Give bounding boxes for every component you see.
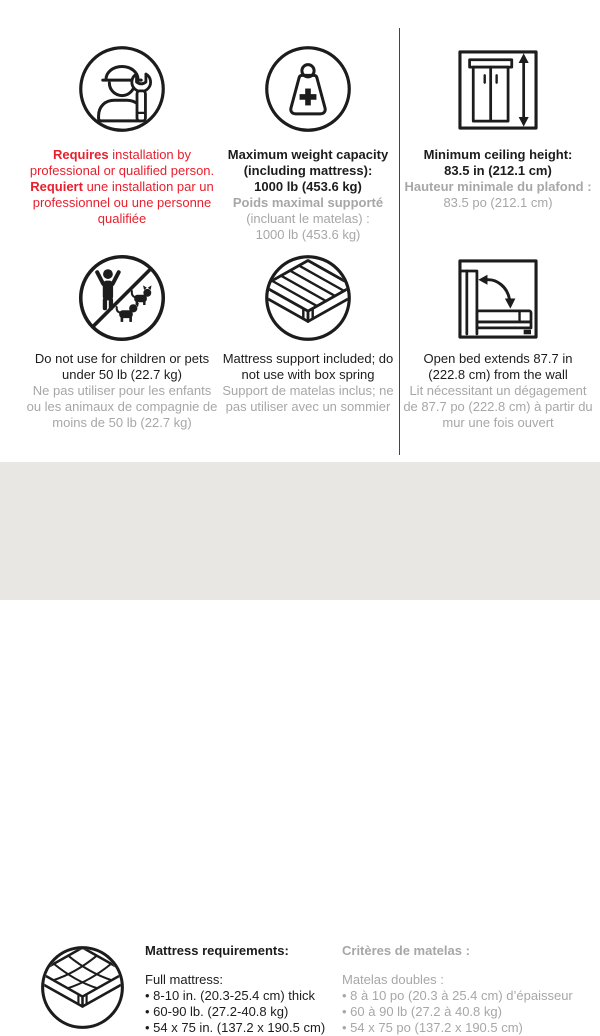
openbed-en-line1: Open bed extends 87.7 in: [423, 351, 573, 366]
children-fr-line3: moins de 50 lb (22.7 kg): [52, 415, 192, 430]
installation-fr-line1: Requiert une installation par un: [30, 179, 214, 194]
section-installation: [18, 44, 226, 227]
weight-en-line3: 1000 lb (453.6 kg): [254, 179, 362, 194]
open-bed-icon: [454, 255, 542, 343]
installation-en-line2: professional or qualified person.: [29, 163, 215, 178]
section-open-bed: [398, 255, 598, 431]
support-en-line2: not use with box spring: [241, 367, 375, 382]
list-item: • 54 x 75 po (137.2 x 190.5 cm): [342, 1020, 573, 1036]
ceiling-fr-line2: 83.5 po (212.1 cm): [443, 195, 553, 210]
list-item: • 54 x 75 in. (137.2 x 190.5 cm): [145, 1020, 325, 1036]
children-fr-line1: Ne pas utiliser pour les enfants: [32, 383, 212, 398]
support-fr-line1: Support de matelas inclus; ne: [222, 383, 394, 398]
installation-fr-line2: professionnel ou une personne: [32, 195, 212, 210]
mattress-requirements-en: [145, 943, 325, 1036]
mattress-requirements-en-header: Mattress requirements:: [145, 943, 289, 958]
list-item: • 60 à 90 lb (27.2 à 40.8 kg): [342, 1004, 573, 1020]
ceiling-height-icon: [454, 46, 542, 134]
weight-fr-line2: (incluant le matelas) :: [246, 211, 370, 226]
weight-fr-line1: Poids maximal supporté: [232, 195, 384, 210]
installation-en-line1: Requires installation by: [52, 147, 192, 162]
openbed-fr-line3: mur une fois ouvert: [442, 415, 554, 430]
children-fr-line2: ou les animaux de compagnie de: [26, 399, 218, 414]
openbed-en-line2: (222.8 cm) from the wall: [428, 367, 568, 382]
worker-wrench-icon: [77, 44, 167, 134]
no-children-pets-icon: [77, 253, 167, 343]
weight-en-line2: (including mattress):: [243, 163, 373, 178]
ceiling-en-line1: Minimum ceiling height:: [423, 147, 573, 162]
section-mattress-support: [202, 253, 414, 415]
tufted-mattress-icon: [39, 944, 126, 1031]
mattress-requirements-panel: [0, 462, 600, 1035]
installation-fr-line3: qualifiée: [97, 211, 147, 226]
section-no-children-pets: [18, 253, 226, 431]
weight-en-line1: Maximum weight capacity: [227, 147, 389, 162]
openbed-fr-line1: Lit nécessitant un dégagement: [409, 383, 587, 398]
slat-support-icon: [263, 253, 353, 343]
ceiling-fr-line1: Hauteur minimale du plafond :: [404, 179, 592, 194]
weight-capacity-icon: [263, 44, 353, 134]
children-en-line1: Do not use for children or pets: [34, 351, 210, 366]
list-item: • 8-10 in. (20.3-25.4 cm) thick: [145, 988, 325, 1004]
mattress-requirements-fr-subhead: Matelas doubles :: [342, 972, 444, 987]
list-item: • 60-90 lb. (27.2-40.8 kg): [145, 1004, 325, 1020]
list-item: • 8 à 10 po (20.3 à 25.4 cm) d’épaisseur: [342, 988, 573, 1004]
mattress-requirements-en-subhead: Full mattress:: [145, 972, 224, 987]
section-ceiling-height: [398, 46, 598, 211]
mattress-requirements-fr: [342, 943, 573, 1036]
openbed-fr-line2: de 87.7 po (222.8 cm) à partir du: [403, 399, 593, 414]
weight-fr-line3: 1000 lb (453.6 kg): [255, 227, 361, 242]
section-weight-capacity: [202, 44, 414, 243]
ceiling-en-line2: 83.5 in (212.1 cm): [444, 163, 552, 178]
mattress-requirements-fr-header: Critères de matelas :: [342, 943, 470, 958]
support-fr-line2: pas utiliser avec un sommier: [225, 399, 391, 414]
children-en-line2: under 50 lb (22.7 kg): [62, 367, 182, 382]
mattress-requirements-en-list: [145, 988, 325, 1036]
support-en-line1: Mattress support included; do: [222, 351, 394, 366]
mattress-requirements-fr-list: [342, 988, 573, 1036]
